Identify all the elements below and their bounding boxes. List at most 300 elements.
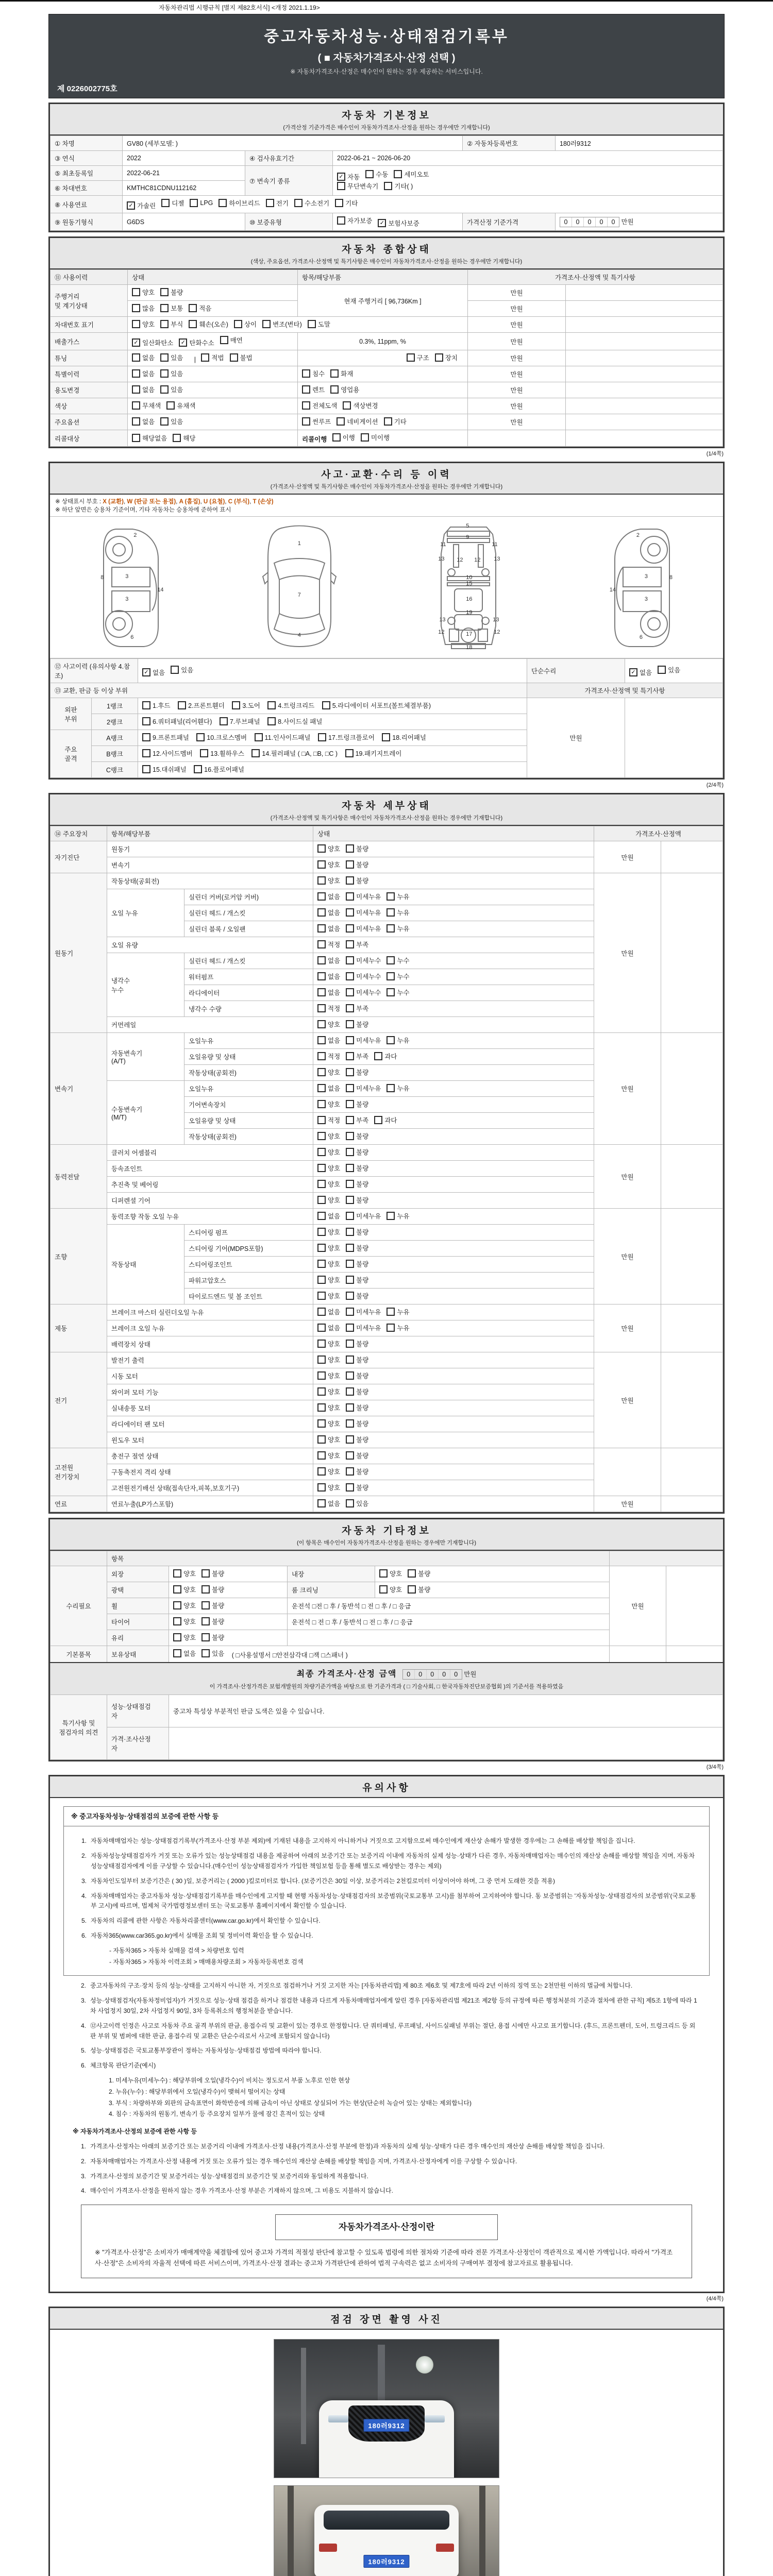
checkbox-option[interactable] (317, 860, 340, 869)
device-price-cell[interactable]: 만원 (594, 1145, 661, 1209)
checkbox-label: 없음 (153, 669, 165, 676)
repair-price-cell[interactable]: 만원 (610, 1566, 666, 1646)
device-remark-cell[interactable] (661, 1496, 723, 1512)
remark-cell[interactable] (566, 285, 723, 301)
checkbox-option[interactable] (346, 1211, 381, 1221)
checkbox-option[interactable] (337, 181, 378, 191)
price-unit-cell[interactable]: 만원 (468, 301, 566, 317)
checkbox-option[interactable] (317, 1179, 340, 1189)
unchecked-checkbox-icon (346, 1403, 354, 1412)
checkbox-option[interactable] (317, 1291, 340, 1300)
unchecked-checkbox-icon (317, 1004, 326, 1012)
checkbox-option[interactable] (317, 1020, 340, 1029)
checkbox-option[interactable] (346, 1339, 368, 1348)
checkbox-option[interactable] (365, 170, 388, 179)
repair-item-label: 외장 (107, 1566, 169, 1582)
checkbox-option[interactable] (142, 765, 187, 774)
checkbox-option[interactable] (160, 287, 183, 297)
checkbox-option[interactable] (201, 1633, 224, 1642)
price-unit-cell[interactable]: 만원 (468, 317, 566, 333)
valid-label: ④ 검사유효기간 (245, 151, 333, 166)
device-item-label: 커먼레일 (107, 1017, 313, 1033)
checkbox-option[interactable] (171, 665, 193, 674)
unchecked-checkbox-icon (346, 1132, 354, 1140)
checkbox-option[interactable] (132, 401, 161, 410)
checkbox-option[interactable] (132, 303, 155, 313)
checkbox-option[interactable] (160, 417, 183, 426)
checkbox-option[interactable] (200, 749, 244, 758)
checkbox-option[interactable] (201, 353, 224, 362)
remark-cell[interactable] (566, 350, 723, 366)
unchecked-checkbox-icon (386, 1212, 395, 1220)
checkbox-option[interactable] (317, 1355, 340, 1364)
checkbox-option[interactable] (658, 665, 680, 674)
checkbox-option[interactable] (378, 218, 419, 228)
checkbox-option[interactable] (374, 1115, 397, 1125)
checkbox-option[interactable] (173, 1649, 196, 1658)
checkbox-option[interactable] (189, 303, 211, 313)
checkbox-option[interactable] (173, 1569, 196, 1578)
checkbox-option[interactable] (346, 956, 381, 965)
checkbox-label: 양호 (328, 1261, 341, 1268)
reg-no-value: 180러9312 (556, 136, 723, 151)
checkbox-option[interactable] (346, 1115, 368, 1125)
checkbox-option[interactable] (346, 908, 381, 917)
device-remark-cell[interactable] (661, 1209, 723, 1304)
checkbox-option[interactable] (317, 1403, 340, 1412)
checkbox-option[interactable] (346, 1147, 368, 1157)
checkbox-label: 양호 (183, 1570, 196, 1578)
checkbox-option[interactable] (179, 338, 214, 347)
unchecked-checkbox-icon (361, 433, 369, 442)
emission-label: 배출가스 (51, 333, 128, 350)
checkbox-option[interactable] (330, 385, 359, 394)
opinion-text[interactable]: 중고차 특성상 부분적인 판금 도색은 있을 수 있습니다. (169, 1695, 723, 1727)
checkbox-option[interactable] (384, 181, 413, 191)
checkbox-option[interactable] (317, 1052, 340, 1061)
checkbox-option[interactable] (220, 335, 243, 345)
checkbox-option[interactable] (201, 1601, 224, 1610)
checkbox-option[interactable] (302, 369, 325, 378)
checkbox-option[interactable] (335, 198, 358, 208)
section-accident-note: (가격조사·산정액 및 특기사항은 매수인이 자동차가격조사·산정을 원하는 경우에만 기재합니다) (270, 484, 503, 490)
checkbox-label: 불량 (356, 1404, 369, 1412)
checkbox-option[interactable] (346, 1451, 368, 1460)
checkbox-option[interactable] (317, 1067, 340, 1077)
checkbox-option[interactable] (346, 940, 368, 949)
checkbox-option[interactable] (251, 749, 338, 758)
remark-cell[interactable] (566, 317, 723, 333)
price-unit-cell[interactable]: 만원 (468, 333, 566, 350)
checkbox-option[interactable] (379, 1585, 402, 1594)
checkbox-option[interactable] (262, 319, 302, 329)
checkbox-option[interactable] (346, 1419, 368, 1428)
checkbox-option[interactable] (142, 733, 189, 742)
device-price-cell[interactable] (594, 1448, 661, 1496)
device-remark-cell[interactable] (661, 873, 723, 1033)
checkbox-option[interactable] (386, 956, 409, 965)
checkbox-option[interactable] (317, 1499, 340, 1508)
unchecked-checkbox-icon (234, 320, 242, 328)
checkbox-option[interactable] (346, 1467, 368, 1476)
form-reference-note: 자동차관리법 시행규칙 [별지 제82호서식] <개정 2021.1.19> (159, 4, 320, 11)
device-price-cell[interactable]: 만원 (594, 1304, 661, 1352)
checkbox-option[interactable] (346, 1099, 368, 1109)
checkbox-option[interactable] (219, 198, 260, 208)
unchecked-checkbox-icon (408, 1569, 416, 1578)
checkbox-option[interactable] (317, 1211, 340, 1221)
checkbox-option[interactable] (317, 1339, 340, 1348)
device-remark-cell[interactable] (661, 841, 723, 873)
remark-cell[interactable] (566, 430, 723, 447)
checkbox-option[interactable] (178, 701, 225, 710)
basic-price-cell[interactable] (610, 1646, 666, 1663)
checkbox-option[interactable] (386, 988, 409, 997)
checkbox-option[interactable] (346, 1036, 381, 1045)
checkbox-option[interactable] (255, 733, 311, 742)
checkbox-label: 양호 (328, 1372, 341, 1380)
unchecked-checkbox-icon (132, 401, 140, 410)
checkbox-option[interactable] (346, 1275, 368, 1284)
device-price-cell[interactable]: 만원 (594, 873, 661, 1033)
checkbox-option[interactable] (132, 417, 155, 426)
remark-cell[interactable] (566, 301, 723, 317)
checkbox-option[interactable] (201, 1585, 224, 1594)
checkbox-option[interactable] (435, 353, 458, 362)
checkbox-option[interactable] (220, 717, 260, 726)
unchecked-checkbox-icon (317, 1467, 326, 1476)
device-price-cell[interactable]: 만원 (594, 1352, 661, 1448)
checkbox-option[interactable] (173, 1601, 196, 1610)
checkbox-option[interactable] (317, 908, 340, 917)
checkbox-option[interactable] (386, 924, 409, 933)
checkbox-option[interactable] (201, 1569, 224, 1578)
device-price-cell[interactable]: 만원 (594, 1496, 661, 1512)
checkbox-label: 불량 (212, 1586, 225, 1594)
unchecked-checkbox-icon (322, 701, 330, 709)
checkbox-option[interactable] (407, 353, 429, 362)
checkbox-label: 미세누수 (356, 973, 381, 980)
checkbox-option[interactable] (317, 1467, 340, 1476)
checkbox-option[interactable] (317, 1259, 340, 1268)
unchecked-checkbox-icon (317, 1068, 326, 1076)
checkbox-option[interactable] (384, 417, 407, 426)
state-code: T (손상) (253, 499, 274, 505)
checkbox-option[interactable] (386, 892, 409, 901)
device-price-cell[interactable]: 만원 (594, 841, 661, 873)
checkbox-option[interactable] (330, 369, 353, 378)
checkbox-option[interactable] (346, 988, 381, 997)
checkbox-option[interactable] (346, 1483, 368, 1492)
device-price-cell[interactable]: 만원 (594, 1209, 661, 1304)
device-remark-cell[interactable] (661, 1448, 723, 1496)
checkbox-option[interactable] (132, 385, 155, 394)
checkbox-option[interactable] (317, 1227, 340, 1236)
price-unit-cell[interactable]: 만원 (468, 285, 566, 301)
checkbox-label: 불량 (356, 1229, 369, 1236)
checkbox-option[interactable] (201, 1617, 224, 1626)
checkbox-option[interactable] (142, 701, 171, 710)
checkbox-option[interactable] (346, 1435, 368, 1444)
checkbox-label: 양호 (328, 1388, 341, 1396)
checkbox-label: 탄화수소 (189, 340, 214, 347)
price-unit-cell[interactable]: 만원 (468, 382, 566, 398)
checkbox-option[interactable] (142, 668, 165, 677)
exchange-price-cell[interactable]: 만원 (527, 698, 625, 778)
checkbox-option[interactable] (337, 172, 360, 181)
checkbox-option[interactable] (346, 892, 381, 901)
checkbox-option[interactable] (346, 1259, 368, 1268)
checkbox-option[interactable] (346, 860, 368, 869)
checkbox-option[interactable] (346, 1387, 368, 1396)
checkbox-option[interactable] (317, 940, 340, 949)
checkbox-option[interactable] (317, 844, 340, 853)
opinion-text[interactable] (169, 1727, 723, 1760)
checkbox-option[interactable] (346, 1499, 368, 1508)
engine-type-value: G6DS (123, 213, 245, 231)
checkbox-option[interactable] (332, 433, 355, 442)
basic-remark-cell[interactable] (666, 1646, 723, 1663)
checkbox-option[interactable] (386, 1036, 409, 1045)
checkbox-option[interactable] (317, 1243, 340, 1252)
checkbox-option[interactable] (317, 924, 340, 933)
checkbox-option[interactable] (317, 1115, 340, 1125)
checkbox-option[interactable] (317, 1419, 340, 1428)
checkbox-label: 세미오토 (404, 171, 429, 178)
checkbox-option[interactable] (196, 733, 247, 742)
unchecked-checkbox-icon (337, 417, 345, 426)
opinion-group-label: 특기사항 및 점검자의 의견 (51, 1695, 107, 1760)
checkbox-option[interactable] (267, 701, 314, 710)
unchecked-checkbox-icon (161, 199, 170, 207)
device-remark-cell[interactable] (661, 1145, 723, 1209)
repair-remark-cell[interactable] (666, 1566, 723, 1646)
checkbox-option[interactable] (317, 1483, 340, 1492)
checkbox-option[interactable] (386, 1307, 409, 1316)
checkbox-option[interactable] (132, 433, 167, 443)
device-subitem-label: 오일누유 (184, 1081, 313, 1097)
device-subitem-label: 워터펌프 (184, 969, 313, 985)
device-remark-cell[interactable] (661, 1033, 723, 1145)
checkbox-option[interactable] (379, 1569, 402, 1578)
checkbox-option[interactable] (346, 1131, 368, 1141)
checkbox-option[interactable] (132, 287, 155, 297)
device-item-state (313, 1368, 594, 1384)
remark-cell[interactable] (566, 333, 723, 350)
checkbox-option[interactable] (132, 369, 155, 378)
device-remark-cell[interactable] (661, 1304, 723, 1352)
notice-item: 2. 자동차매매업자는 가격조사·산정 내용에 거짓 또는 오류가 있는 경우 매수인의 재산상 손해를 배상할 책임을 지며, 가격조사·산정자에게 이를 구상할 수 있습니다. (80, 2157, 517, 2165)
price-unit-cell[interactable]: 만원 (468, 414, 566, 430)
checkbox-option[interactable] (317, 1163, 340, 1173)
checkbox-option[interactable] (629, 668, 652, 677)
checkbox-option[interactable] (361, 433, 390, 442)
price-unit-cell[interactable]: 만원 (468, 398, 566, 414)
price-unit-cell[interactable]: 만원 (468, 366, 566, 382)
checkbox-label: 불량 (212, 1634, 225, 1641)
checkbox-option[interactable] (317, 1195, 340, 1205)
price-definition-box (81, 2205, 692, 2278)
checkbox-option[interactable] (317, 1435, 340, 1444)
checkbox-option[interactable] (173, 1633, 196, 1642)
device-group-label: 고전원 전기장치 (51, 1448, 107, 1496)
checkbox-option[interactable] (166, 401, 195, 410)
checkbox-option[interactable] (194, 765, 244, 774)
checkbox-option[interactable] (386, 1211, 409, 1221)
checkbox-option[interactable] (317, 956, 340, 965)
checkbox-option[interactable] (142, 717, 212, 726)
unchecked-checkbox-icon (230, 353, 238, 362)
checkbox-option[interactable] (317, 1275, 340, 1284)
checkbox-option[interactable] (142, 749, 193, 758)
checkbox-option[interactable] (317, 876, 340, 885)
checkbox-option[interactable] (343, 401, 378, 410)
checkbox-option[interactable] (302, 401, 337, 410)
checkbox-option[interactable] (346, 1083, 381, 1093)
checkbox-option[interactable] (173, 1585, 196, 1594)
checkbox-option[interactable] (346, 1291, 368, 1300)
checkbox-label: 미세누유 (356, 925, 381, 933)
checkbox-option[interactable] (346, 1052, 368, 1061)
device-item-label: 오일 누유 (107, 889, 184, 937)
checkbox-option[interactable] (160, 319, 183, 329)
checkbox-option[interactable] (346, 924, 381, 933)
checkbox-option[interactable] (267, 717, 322, 726)
checkbox-option[interactable] (173, 433, 195, 443)
unchecked-checkbox-icon (190, 199, 198, 207)
checkbox-option[interactable] (346, 1163, 368, 1173)
checkbox-label: 불량 (356, 1357, 369, 1364)
checkbox-option[interactable] (346, 1179, 368, 1189)
checkbox-label: 없음 (142, 418, 155, 426)
notice-sub2-title: ※ 자동차가격조사·산정의 보증에 관한 사항 등 (73, 2128, 197, 2136)
checkbox-option[interactable] (346, 1004, 368, 1013)
remark-cell[interactable] (566, 398, 723, 414)
lift-post-left (288, 2486, 294, 2576)
checkbox-option[interactable] (408, 1585, 430, 1594)
checkbox-option[interactable] (346, 1323, 381, 1332)
checkbox-label: 12.사이드멤버 (153, 750, 193, 757)
checkbox-option[interactable] (232, 701, 260, 710)
checkbox-option[interactable] (308, 319, 330, 329)
checkbox-option[interactable] (346, 1195, 368, 1205)
unchecked-checkbox-icon (658, 666, 666, 674)
remark-cell[interactable] (566, 366, 723, 382)
checkbox-option[interactable] (132, 353, 155, 362)
checkbox-option[interactable] (317, 1036, 340, 1045)
checkbox-option[interactable] (322, 701, 431, 710)
checkbox-option[interactable] (317, 1147, 340, 1157)
checkbox-option[interactable] (173, 1617, 196, 1626)
checkbox-option[interactable] (408, 1569, 430, 1578)
unchecked-checkbox-icon (160, 417, 169, 426)
remark-cell[interactable] (566, 414, 723, 430)
checkbox-option[interactable] (345, 749, 402, 758)
checkbox-option[interactable] (317, 1131, 340, 1141)
checkbox-option[interactable] (230, 353, 253, 362)
checkbox-option[interactable] (346, 1403, 368, 1412)
price-definition-body: ※ "가격조사·산정"은 소비자가 매매계약을 체결함에 있어 중고차 가격의 적절성 판단에 참고할 수 있도록 법령에 의한 절차와 기준에 따라 전문 가격조사·산정인이 객관적으로 제시한 가액입니다. 따라서 "가격조사·산정"은 소비자의 자율적 선택에 따른 서비스이며, 가격조사·산정 결과는 중고차 가격판단에 관하여 법적 구속력은 없고 소비자의 구매여부 결정에 참고자료로 활용됩니다. (95, 2249, 673, 2267)
checkbox-option[interactable] (337, 216, 372, 225)
checkbox-option[interactable] (346, 1307, 381, 1316)
checkbox-option[interactable] (386, 1323, 409, 1332)
checkbox-option[interactable] (160, 385, 183, 394)
checkbox-option[interactable] (346, 1371, 368, 1380)
checkbox-option[interactable] (317, 1099, 340, 1109)
device-remark-cell[interactable] (661, 1352, 723, 1448)
price-unit-cell[interactable]: 만원 (468, 350, 566, 366)
checkbox-option[interactable] (317, 1451, 340, 1460)
unchecked-checkbox-icon (132, 434, 140, 442)
checkbox-option[interactable] (318, 733, 375, 742)
checkbox-option[interactable] (190, 199, 213, 207)
exchange-remark-cell[interactable] (625, 698, 723, 778)
unchecked-checkbox-icon (142, 701, 150, 709)
device-item-state (313, 1209, 594, 1225)
device-price-cell[interactable]: 만원 (594, 1033, 661, 1145)
checkbox-option[interactable] (132, 338, 173, 347)
checkbox-option[interactable] (337, 417, 378, 426)
checkbox-option[interactable] (317, 1004, 340, 1013)
checkbox-option[interactable] (386, 972, 409, 981)
checkbox-option[interactable] (317, 1323, 340, 1332)
unchecked-checkbox-icon (173, 434, 181, 442)
remark-cell[interactable] (566, 382, 723, 398)
checkbox-option[interactable] (132, 319, 155, 329)
checkbox-option[interactable] (127, 201, 156, 210)
checkbox-option[interactable] (160, 369, 183, 378)
checkbox-option[interactable] (161, 198, 184, 208)
checkbox-option[interactable] (386, 908, 409, 917)
checkbox-option[interactable] (266, 198, 289, 208)
checkbox-option[interactable] (317, 1083, 340, 1093)
checkbox-option[interactable] (160, 303, 183, 313)
checkbox-option[interactable] (317, 1387, 340, 1396)
checkbox-option[interactable] (346, 844, 368, 853)
price-unit-cell[interactable] (468, 430, 566, 447)
checkbox-option[interactable] (317, 892, 340, 901)
checkbox-option[interactable] (346, 1243, 368, 1252)
checkbox-option[interactable] (317, 1371, 340, 1380)
checkbox-option[interactable] (160, 353, 183, 362)
vin-value: KMTHC81CDNU112162 (123, 181, 245, 196)
checkbox-option[interactable] (346, 1067, 368, 1077)
checkbox-option[interactable] (374, 1052, 397, 1061)
unchecked-checkbox-icon (386, 956, 395, 964)
checkbox-option[interactable] (346, 972, 381, 981)
checkbox-option[interactable] (234, 319, 257, 329)
checkbox-option[interactable] (201, 1649, 224, 1658)
checkbox-option[interactable] (346, 1227, 368, 1236)
checkbox-option[interactable] (382, 733, 426, 742)
checkbox-option[interactable] (386, 1083, 409, 1093)
checkbox-option[interactable] (294, 198, 329, 208)
checkbox-label: 훼손(오손) (199, 321, 228, 328)
unchecked-checkbox-icon (302, 417, 310, 426)
checkbox-option[interactable] (317, 988, 340, 997)
checkbox-option[interactable] (302, 385, 325, 394)
checkbox-option[interactable] (317, 1307, 340, 1316)
checkbox-option[interactable] (317, 972, 340, 981)
checkbox-option[interactable] (189, 319, 228, 329)
checkbox-option[interactable] (346, 1020, 368, 1029)
checkbox-option[interactable] (346, 1355, 368, 1364)
checkbox-option[interactable] (302, 417, 331, 426)
accident-history-options (138, 659, 527, 683)
checkbox-option[interactable] (346, 876, 368, 885)
unchecked-checkbox-icon (132, 288, 140, 296)
checkbox-option[interactable] (394, 170, 429, 179)
